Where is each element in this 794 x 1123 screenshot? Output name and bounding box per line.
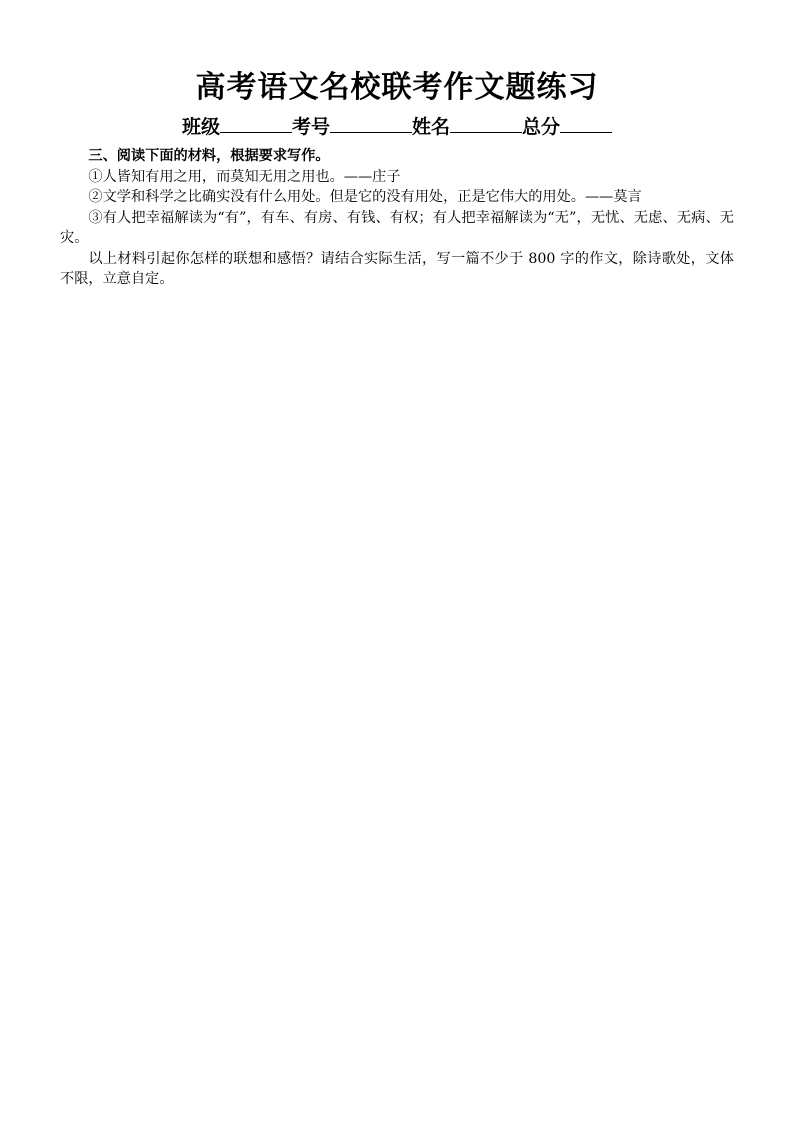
page-title: 高考语文名校联考作文题练习 (195, 70, 599, 105)
question-body (60, 146, 734, 290)
name-blank (450, 114, 522, 133)
name-label: 姓名 (412, 116, 451, 138)
material-item-2: ②文学和科学之比确实没有什么用处。但是它的没有用处，正是它伟大的用处。——莫言 (88, 189, 642, 205)
class-blank (220, 114, 292, 133)
material-item-1: ①人皆知有用之用，而莫知无用之用也。——庄子 (88, 168, 401, 185)
section-heading: 三、阅读下面的材料，根据要求写作。 (88, 148, 330, 164)
exam-number-blank (330, 114, 412, 133)
class-label: 班级 (181, 116, 220, 138)
material-item-3: ③有人把幸福解读为“有”，有车、有房、有钱、有权；有人把幸福解读为“无”，无忧、无虑、无病、无灾。 (60, 209, 734, 246)
score-blank (560, 114, 612, 133)
writing-instruction: 以上材料引起你怎样的联想和感悟？请结合实际生活，写一篇不少于 800 字的作文，除诗歌处，文体不限，立意自定。 (60, 250, 734, 287)
student-info-line (0, 112, 794, 139)
score-label: 总分 (522, 116, 561, 138)
exam-number-label: 考号 (291, 116, 330, 138)
